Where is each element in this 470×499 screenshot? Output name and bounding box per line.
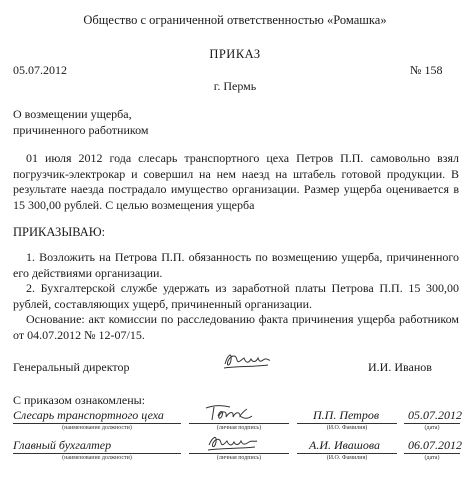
position-line — [13, 453, 181, 454]
signature-line — [189, 453, 289, 454]
order-item-2: 2. Бухгалтерской службе удержать из заработной платы Петрова П.П. 15 300,00 рублей, составляющих ущерб, причиненный организации. — [13, 281, 459, 311]
body-paragraph: 01 июля 2012 года слесарь транспортного цеха Петров П.П. самовольно взял погрузчик-электрокар и совершил на нем наезд на штабель готовой продукции. В результате наезда пострадало имущество организации. Размер ущерба оценивается в 15 300,00 рублей. С целью возмещения ущерба — [13, 151, 459, 212]
acquainted-name: П.П. Петров — [313, 408, 380, 422]
director-name: И.И. Иванов — [368, 360, 432, 374]
acquainted-position: Слесарь транспортного цеха — [13, 408, 164, 422]
caption-name: (И.О. Фамилия) — [326, 425, 368, 431]
order-date: 05.07.2012 — [13, 63, 67, 77]
acquainted-position: Главный бухгалтер — [13, 438, 112, 452]
caption-signature: (личная подпись) — [216, 455, 262, 461]
city: г. Пермь — [213, 79, 257, 93]
date-line — [404, 453, 460, 454]
acquainted-name: А.И. Ивашова — [309, 438, 380, 452]
subject-line-1: О возмещении ущерба, — [13, 107, 132, 121]
caption-date: (дата) — [424, 425, 440, 431]
caption-position: (наименование должности) — [62, 455, 132, 461]
caption-date: (дата) — [424, 455, 440, 461]
director-title: Генеральный директор — [13, 360, 130, 374]
employee-signature — [200, 402, 260, 424]
organization-name: Общество с ограниченной ответственностью «Ромашка» — [83, 13, 387, 27]
document-title: ПРИКАЗ — [209, 47, 261, 61]
order-number: № 158 — [410, 63, 443, 77]
caption-signature: (личная подпись) — [216, 425, 262, 431]
director-signature — [222, 348, 272, 372]
name-line — [297, 453, 397, 454]
date-line — [404, 423, 460, 424]
order-basis: Основание: акт комиссии по расследованию факта причинения ущерба работником от 04.07.2012 № 12-07/15. — [13, 312, 459, 342]
subject-line-2: причиненного работником — [13, 123, 149, 137]
acquainted-date: 05.07.2012 — [408, 408, 462, 422]
position-line — [13, 423, 181, 424]
caption-name: (И.О. Фамилия) — [326, 455, 368, 461]
accountant-signature — [205, 431, 260, 453]
order-word: ПРИКАЗЫВАЮ: — [13, 225, 106, 239]
acquainted-header: С приказом ознакомлены: — [13, 393, 146, 407]
name-line — [297, 423, 397, 424]
acquainted-date: 06.07.2012 — [408, 438, 462, 452]
order-item-1: 1. Возложить на Петрова П.П. обязанность по возмещению ущерба, причиненного его действиями организации. — [13, 250, 459, 280]
caption-position: (наименование должности) — [62, 425, 132, 431]
